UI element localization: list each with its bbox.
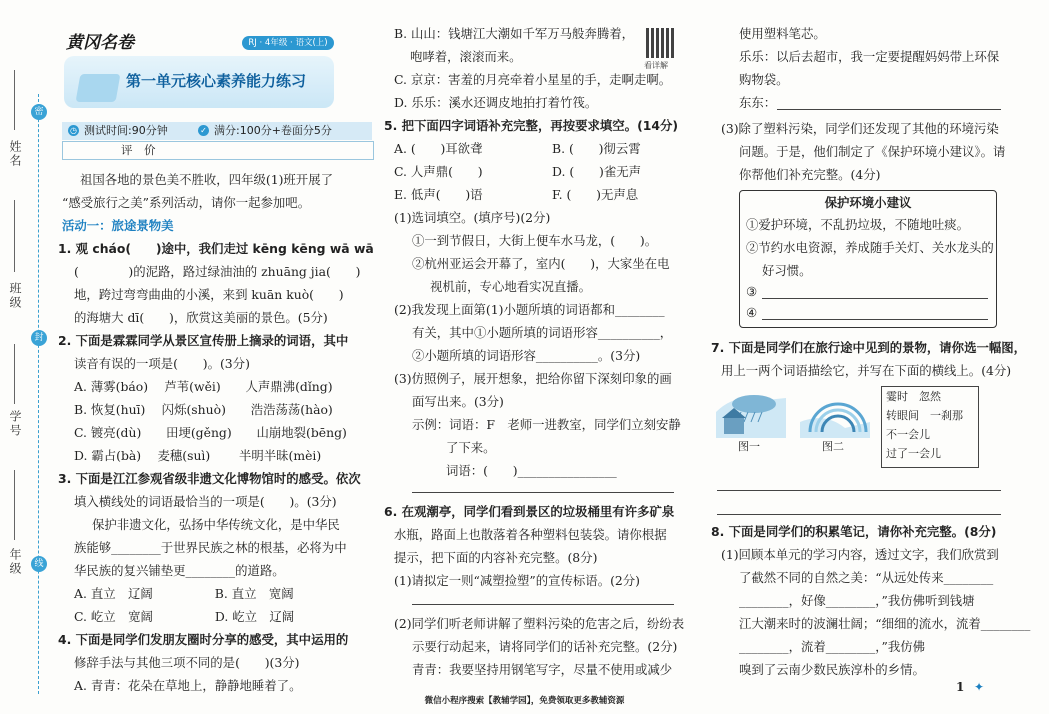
activity-heading: 活动一：旅途景物美 — [62, 218, 174, 233]
rain-picture[interactable] — [716, 392, 786, 438]
passage-line: 族能够________于世界民族之林的根基，必将为中 — [74, 540, 347, 555]
sub-question-line: 示要行动起来，请将同学们的话补充完整。(2分) — [412, 639, 678, 654]
test-time: 测试时间:90分钟 — [84, 124, 168, 137]
question-1: 1. 观 cháo( )途中，我们走过 kēng kēng wā wā — [58, 241, 374, 256]
fill-line: 视机前，专心地看实况直播。 — [430, 279, 592, 294]
sub-question-line: 问题。于是，他们制定了《保护环境小建议》。请 — [739, 144, 1006, 159]
question-6: 6. 在观潮亭，同学们看到景区的垃圾桶里有许多矿泉 — [384, 504, 675, 519]
question-line: 的海塘大 dī( )，欣赏这美丽的景色。(5分) — [74, 310, 328, 325]
name-label: 姓名 — [8, 140, 22, 168]
fill-line: ________，好像________，”我仿佛听到钱塘 — [739, 593, 975, 608]
answer-line[interactable]: 词语：( )________________ — [446, 463, 617, 478]
seal-mark-2: 封 — [31, 330, 47, 346]
passage-line: 华民族的复兴铺垫更________的道路。 — [74, 563, 285, 578]
idiom-b: B. ( )彻云霄 — [552, 141, 641, 156]
fill-line: 了截然不同的自然之美：“从远处传来________ — [739, 570, 994, 585]
question-8: 8. 下面是同学们的积累笔记，请你补充完整。(8分) — [711, 524, 997, 539]
intro-line: “感受旅行之美”系列活动，请你一起参加吧。 — [62, 195, 311, 210]
evaluation-row — [62, 141, 374, 160]
option-c: C. 镀亮(dù) 田埂(gěng) 山崩地裂(bēng) — [74, 425, 347, 440]
sub-question: (2)同学们听老师讲解了塑料污染的危害之后，纷纷表 — [394, 616, 685, 631]
tip-item: ①爱护环境，不乱扔垃圾，不随地吐痰。 — [746, 217, 970, 232]
figure-1-caption: 图一 — [738, 440, 760, 453]
question-line: 提示，把下面的内容补充完整。(8分) — [394, 550, 598, 565]
tips-title: 保护环境小建议 — [824, 195, 912, 210]
dialog-line: 乐乐：以后去超市，我一定要提醒妈妈带上环保 — [739, 49, 1000, 64]
question-2: 2. 下面是霖霖同学从景区宣传册上摘录的词语，其中 — [58, 333, 349, 348]
fill-line: ②杭州亚运会开幕了，室内( )，大家坐在电 — [412, 256, 670, 271]
fill-line: 江大潮来时的波澜壮阔；“细细的流水，流着________ — [739, 616, 1031, 631]
idiom-c: C. 人声鼎( ) — [394, 164, 483, 179]
figure-2-caption: 图二 — [822, 440, 844, 453]
evaluation-label: 评 价 — [121, 143, 156, 157]
name-blank — [14, 70, 15, 130]
fill-line: 有关，其中①小题所填的词语形容__________， — [412, 325, 673, 340]
number-blank — [14, 344, 15, 404]
question-line: 修辞手法与其他三项不同的是( )(3分) — [74, 655, 300, 670]
grade-badge: RJ · 4年级 · 语文(上) — [242, 36, 334, 50]
dialog-line: 购物袋。 — [739, 72, 789, 87]
question-line: 水瓶，路面上也散落着各种塑料包装袋。请你根据 — [394, 527, 667, 542]
idiom-e: E. 低声( )语 — [394, 187, 483, 202]
qr-code[interactable] — [646, 28, 676, 58]
question-5: 5. 把下面四字词语补充完整，再按要求填空。(14分) — [384, 118, 679, 133]
page-title: 第一单元核心素养能力练习 — [126, 72, 307, 90]
clock-icon: ◷ — [68, 125, 79, 136]
full-score: 满分:100分+卷面分5分 — [214, 124, 332, 137]
answer-underline[interactable] — [412, 604, 674, 605]
tips-box — [739, 190, 997, 328]
grade-blank — [14, 470, 15, 540]
dialog-line: 青青：我要坚持用钢笔写字，尽量不使用或减少 — [412, 662, 673, 677]
star-icon: ✦ — [974, 680, 985, 694]
fill-line: ②小题所填的词语形容__________。(3分) — [412, 348, 641, 363]
fill-line: 嗅到了云南少数民族淳朴的乡情。 — [739, 662, 925, 677]
title-banner — [64, 56, 334, 108]
question-3: 3. 下面是江江参观省级非遗文化博物馆时的感受。依次 — [58, 471, 361, 486]
question-line: ( )的泥路，路过绿油油的 zhuāng jia( ) — [74, 264, 361, 279]
number-label: 学号 — [8, 410, 22, 438]
sub-question: (1)回顾本单元的学习内容，透过文字，我们欣赏到 — [721, 547, 999, 562]
answer-underline[interactable] — [717, 514, 1001, 515]
idiom-f: F. ( )无声息 — [552, 187, 639, 202]
sub-question: (2)我发现上面第(1)小题所填的词语都和________ — [394, 302, 665, 317]
option-b: B. 恢复(huī) 闪烁(shuò) 浩浩荡荡(hào) — [74, 402, 333, 417]
word-bank-row: 霎时 忽然 — [886, 390, 941, 403]
seal-mark-3: 线 — [31, 556, 47, 572]
sub-question: (1)请拟定一则“减塑捡塑”的宣传标语。(2分) — [394, 573, 641, 588]
option-cd: C. 屹立 宽阔 D. 屹立 辽阔 — [74, 609, 295, 624]
word-bank-row: 转眼间 一刹那 — [886, 409, 963, 422]
idiom-d: D. ( )雀无声 — [552, 164, 641, 179]
sub-question: (3)仿照例子，展开想象，把给你留下深刻印象的画 — [394, 371, 672, 386]
option-line: 咆哮着，滚滚而来。 — [410, 49, 522, 64]
example: 示例：词语：F 老师一进教室，同学们立刻安静 — [412, 417, 681, 432]
tip-item-4: ④ — [746, 305, 758, 320]
tip-blank[interactable] — [762, 319, 988, 320]
sub-question: (3)除了塑料污染，同学们还发现了其他的环境污染 — [721, 121, 999, 136]
word-bank-row: 不一会儿 — [886, 428, 930, 441]
question-line: 填入横线处的词语最恰当的一项是( )。(3分) — [74, 494, 337, 509]
tip-item: ②节约水电资源，养成随手关灯、关水龙头的 — [746, 240, 994, 255]
option-b: B. 山山：钱塘江大潮如千军万马般奔腾着， — [394, 26, 635, 41]
footer-note: 微信小程序搜索【教辅学园】，免费领取更多教辅资源 — [424, 696, 625, 706]
answer-underline[interactable] — [717, 490, 1001, 491]
sub-question-line: 面写出来。(3分) — [412, 394, 504, 409]
info-bar — [62, 122, 372, 140]
dialog-line: 东东： — [739, 95, 777, 110]
seal-line — [38, 94, 39, 694]
idiom-a: A. ( )耳欲聋 — [394, 141, 483, 156]
class-blank — [14, 200, 15, 272]
binding-strip — [0, 0, 64, 714]
tip-blank[interactable] — [762, 298, 988, 299]
option-a: A. 薄雾(báo) 芦苇(wěi) 人声鼎沸(dǐng) — [74, 379, 333, 394]
title-image — [76, 74, 121, 102]
sub-question-line: 你帮他们补充完整。(4分) — [739, 167, 881, 182]
picture-row — [716, 392, 876, 453]
seal-mark-1: 密 — [31, 104, 47, 120]
page-number: 1 — [956, 680, 965, 694]
question-line: 地，跨过弯弯曲曲的小溪，来到 kuān kuò( ) — [74, 287, 344, 302]
word-bank-row: 过了一会儿 — [886, 447, 941, 460]
question-line: 读音有误的一项是( )。(3分) — [74, 356, 250, 371]
answer-underline[interactable] — [777, 109, 1001, 110]
passage-line: 保护非遗文化，弘扬中华传统文化，是中华民 — [92, 517, 340, 532]
option-c: C. 京京：害羞的月亮牵着小星星的手，走啊走啊。 — [394, 72, 672, 87]
answer-underline[interactable] — [412, 492, 674, 493]
dialog-line: 使用塑料笔芯。 — [739, 26, 826, 41]
intro-line: 祖国各地的景色美不胜收，四年级(1)班开展了 — [80, 172, 333, 187]
question-7: 7. 下面是同学们在旅行途中见到的景物，请你选一幅图， — [711, 340, 1027, 355]
check-icon: ✓ — [198, 125, 209, 136]
example-line: 了下来。 — [446, 440, 496, 455]
rainbow-picture[interactable] — [800, 392, 870, 438]
option-a: A. 青青：花朵在草地上，静静地睡着了。 — [74, 678, 302, 693]
option-ab: A. 直立 辽阔 B. 直立 宽阔 — [74, 586, 294, 601]
tip-item-3: ③ — [746, 284, 758, 299]
word-bank — [881, 386, 979, 468]
fill-line: ________，流着________，”我仿佛 — [739, 639, 925, 654]
sub-question: (1)选词填空。(填序号)(2分) — [394, 210, 551, 225]
option-d: D. 乐乐：溪水还调皮地拍打着竹筏。 — [394, 95, 598, 110]
fill-line: ①一到节假日，大街上便车水马龙，( )。 — [412, 233, 658, 248]
option-d: D. 霸占(bà) 麦穗(suì) 半明半昧(mèi) — [74, 448, 322, 463]
brand-bar — [66, 32, 334, 53]
tip-item: 好习惯。 — [762, 263, 812, 278]
brand-logo: 黄冈名卷 — [66, 33, 134, 53]
class-label: 班级 — [8, 282, 22, 310]
qr-caption: 看详解 — [644, 61, 668, 70]
question-4: 4. 下面是同学们发朋友圈时分享的感受，其中运用的 — [58, 632, 349, 647]
question-line: 用上一两个词语描绘它，并写在下面的横线上。(4分) — [721, 363, 1012, 378]
grade-label: 年级 — [8, 548, 22, 576]
